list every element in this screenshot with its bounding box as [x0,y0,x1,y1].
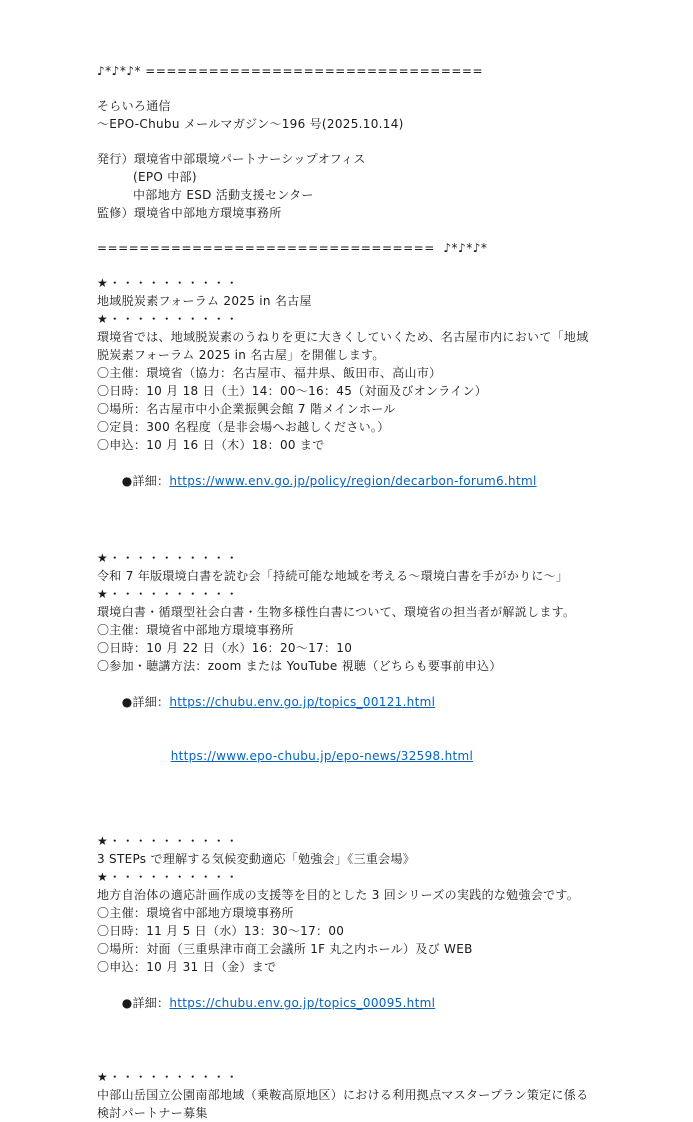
publisher-line: 中部地方 ESD 活動支援センター [133,188,314,202]
newsletter-title: そらいろ通信 [97,99,171,113]
star-separator: ★・・・・・・・・・・ [97,1070,239,1084]
detail-item-apply: 〇申込：10 月 16 日（木）18：00 まで [97,438,325,452]
section-description: 地方自治体の適応計画作成の支援等を目的とした 3 回シリーズの実践的な勉強会です。 [97,888,580,902]
section-partner-recruitment [97,1068,597,1122]
star-separator: ★・・・・・・・・・・ [97,834,239,848]
publisher-line: (EPO 中部) [133,170,197,184]
star-separator: ★・・・・・・・・・・ [97,551,239,565]
star-separator: ★・・・・・・・・・・ [97,587,239,601]
publisher-line: 発行）環境省中部環境パートナーシップオフィス [97,152,366,166]
top-separator: ♪*♪*♪* ================================ [97,64,484,78]
section-description: 環境省では、地域脱炭素のうねりを更に大きくしていくため、名古屋市内において「地域脱炭素フォーラム 2025 in 名古屋」を開催します。 [97,330,589,362]
detail-link-label: ●詳細： [121,474,170,488]
detail-link-label: ●詳細： [121,695,170,709]
detail-link[interactable]: https://www.env.go.jp/policy/region/decarbon-forum6.html [169,474,537,488]
star-separator: ★・・・・・・・・・・ [97,312,239,326]
star-separator: ★・・・・・・・・・・ [97,870,239,884]
section-white-paper-reading [97,549,597,783]
section-climate-adaptation-study [97,832,597,1030]
detail-link-label: ●詳細： [121,996,170,1010]
detail-link[interactable]: https://chubu.env.go.jp/topics_00095.html [169,996,436,1010]
bottom-separator: ================================ ♪*♪*♪* [97,241,488,255]
section-title: 中部山岳国立公園南部地域（乗鞍高原地区）における利用拠点マスタープラン策定に係る検討パートナー募集 [97,1088,589,1120]
detail-link[interactable]: https://www.epo-chubu.jp/epo-news/32598.html [170,749,474,763]
detail-item-datetime: 〇日時：10 月 22 日（水）16：20～17：10 [97,641,353,655]
detail-item-capacity: 〇定員：300 名程度（是非会場へお越しください。） [97,420,390,434]
newsletter-subtitle: ～EPO-Chubu メールマガジン～196 号(2025.10.14) [97,117,404,131]
detail-item-organizer: 〇主催：環境省中部地方環境事務所 [97,906,294,920]
detail-link[interactable]: https://chubu.env.go.jp/topics_00121.html [169,695,436,709]
section-title: 地域脱炭素フォーラム 2025 in 名古屋 [97,294,312,308]
section-description: 環境白書・循環型社会白書・生物多様性白書について、環境省の担当者が解説します。 [97,605,576,619]
section-decarbon-forum [97,274,597,508]
supervisor-line: 監修）環境省中部地方環境事務所 [97,206,282,220]
detail-item-apply: 〇申込：10 月 31 日（金）まで [97,960,277,974]
detail-item-participation: 〇参加・聴講方法：zoom または YouTube 視聴（どちらも要事前申込） [97,659,502,673]
section-title: 令和 7 年版環境白書を読む会「持続可能な地域を考える～環境白書を手がかりに～」 [97,569,569,583]
detail-item-datetime: 〇日時：10 月 18 日（土）14：00～16：45（対面及びオンライン） [97,384,488,398]
detail-item-place: 〇場所：名古屋市中小企業振興会館 7 階メインホール [97,402,396,416]
section-title: 3 STEPs で理解する気候変動適応「勉強会」《三重会場》 [97,852,416,866]
detail-item-place: 〇場所：対面（三重県津市商工会議所 1F 丸之内ホール）及び WEB [97,942,473,956]
star-separator: ★・・・・・・・・・・ [97,276,239,290]
detail-item-organizer: 〇主催：環境省中部地方環境事務所 [97,623,294,637]
detail-item-organizer: 〇主催：環境省（協力：名古屋市、福井県、飯田市、高山市） [97,366,442,380]
detail-item-datetime: 〇日時：11 月 5 日（水）13：30～17：00 [97,924,345,938]
